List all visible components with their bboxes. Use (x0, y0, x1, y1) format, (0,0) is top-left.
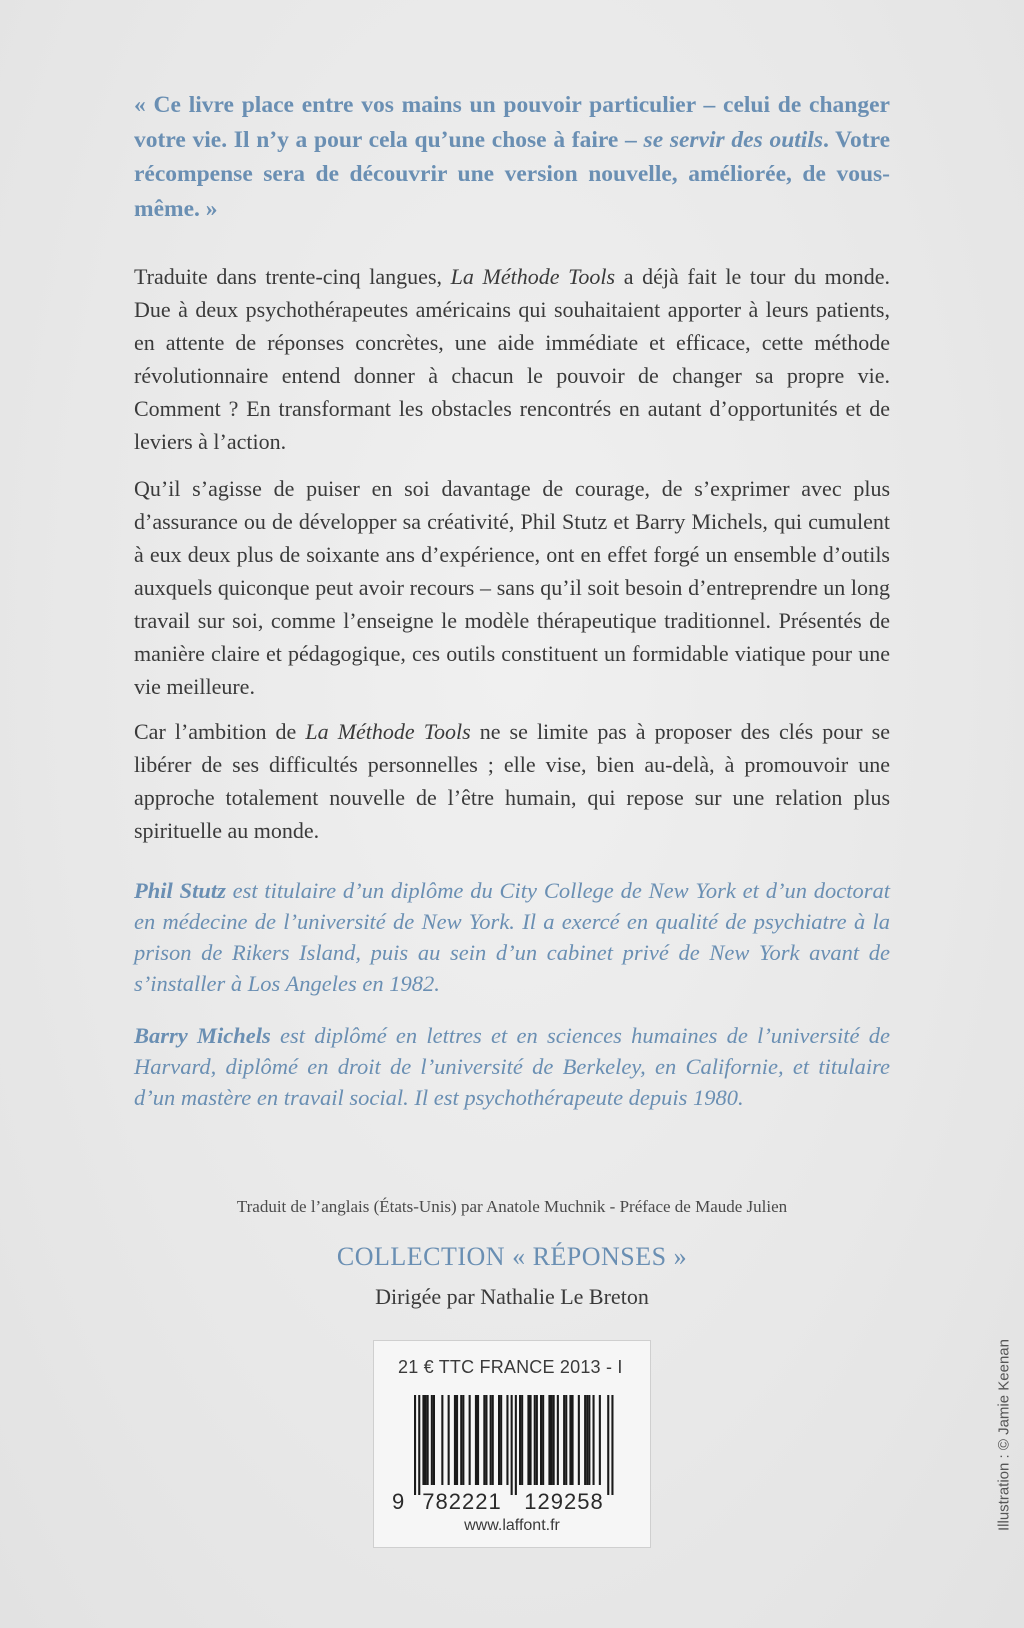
illustration-credit-text: Illustration : © Jamie Keenan (995, 1339, 1013, 1531)
barcode-bar (586, 1395, 588, 1485)
collection-name: COLLECTION « RÉPONSES » (336, 1242, 688, 1271)
barcode-bar (527, 1395, 529, 1485)
barcode-bar (418, 1395, 420, 1495)
barcode-bar (588, 1395, 590, 1485)
barcode-bar (548, 1395, 550, 1485)
barcode-bar (506, 1395, 508, 1485)
barcode-bar (511, 1395, 513, 1495)
barcode-bar (519, 1395, 521, 1485)
barcode-bar (483, 1395, 485, 1485)
barcode-bar (534, 1395, 536, 1485)
barcode-bar (578, 1395, 580, 1485)
isbn-barcode (374, 1393, 650, 1515)
barcode-bars (414, 1395, 614, 1495)
p1-text-start: Traduite dans trente-cinq langues, (134, 264, 451, 289)
barcode-bar (498, 1395, 500, 1485)
barcode-bar (521, 1395, 523, 1485)
barcode-bar (584, 1395, 586, 1485)
cover-quote (134, 88, 890, 226)
barcode-bar (611, 1395, 613, 1495)
barcode-bar (536, 1395, 538, 1485)
collection-director: Dirigée par Nathalie Le Breton (375, 1284, 649, 1309)
barcode-digits-right: 129258 (524, 1489, 604, 1514)
barcode-bar (540, 1395, 542, 1485)
quote-emphasis: se servir des outils (643, 126, 823, 153)
barcode-bar (475, 1395, 477, 1485)
publisher-website: www.laffont.fr (464, 1517, 560, 1534)
author-name: Phil Stutz (134, 878, 226, 903)
barcode-bar (477, 1395, 479, 1485)
barcode-bar (448, 1395, 450, 1485)
quote-text-end: . Votre récompense sera de découvrir une version nouvelle, améliorée, de vous-même. » (134, 126, 890, 222)
barcode-bar (569, 1395, 571, 1485)
barcode-bar (515, 1395, 517, 1495)
barcode-bar (500, 1395, 502, 1485)
author-bio-michels (134, 1020, 890, 1113)
book-title-italic: La Méthode Tools (450, 264, 616, 289)
barcode-bar (553, 1395, 555, 1485)
barcode-bar (557, 1395, 559, 1485)
barcode-bar (422, 1395, 424, 1485)
author-name: Barry Michels (134, 1023, 271, 1048)
author-bio-text: est titulaire d’un diplôme du City College de New York et d’un doctorat en médecine de l’université de New York. Il a exercé en qualité de psychiatre à la prison de Rikers Island, puis au sein d’un cabinet privé de New York avant de s’installer à Los Angeles en 1982. (134, 878, 890, 996)
barcode-bar (431, 1395, 433, 1485)
barcode-bar (427, 1395, 429, 1485)
barcode-bar (565, 1395, 567, 1485)
barcode-bar (530, 1395, 532, 1485)
barcode-bar (490, 1395, 492, 1485)
quote-text-start: « Ce livre place entre vos mains un pouvoir particulier – celui de changer votre vie. Il n’y a pour cela qu’une chose à faire – (134, 92, 890, 153)
translation-credits: Traduit de l’anglais (États-Unis) par Anatole Muchnik - Préface de Maude Julien (236, 1197, 788, 1216)
price-label: 21 € TTC FRANCE 2013 - I (398, 1357, 623, 1377)
barcode-bar (454, 1395, 456, 1485)
barcode-bar (572, 1395, 574, 1485)
book-title-italic: La Méthode Tools (305, 719, 471, 744)
barcode-box (373, 1340, 651, 1548)
barcode-bar (469, 1395, 471, 1485)
barcode-bar (563, 1395, 565, 1485)
method-paragraph: Qu’il s’agisse de puiser en soi davantage de courage, de s’exprimer avec plus d’assurance ou de développer sa créativité, Phil Stutz et Barry Michels, qui cumulent à eux deux plus de soixante ans d’expérience, ont en effet forgé un ensemble d’outils auxquels quiconque peut avoir recours – sans qu’il soit besoin d’entreprendre un long travail sur soi, comme l’enseigne le modèle thérapeutique traditionnel. Présentés de manière claire et pédagogique, ces outils constituent un formidable viatique pour une vie meilleure. (134, 476, 890, 699)
intro-paragraph (134, 260, 890, 458)
barcode-digit-first: 9 (392, 1489, 405, 1514)
p1-text-end: a déjà fait le tour du monde. Due à deux psychothérapeutes américains qui souhaitaient apporter à leurs patients, en attente de réponses concrètes, une aide immédiate et efficace, cette méthode révolutionnaire entend donner à chacun le pouvoir de changer sa propre vie. Comment ? En transformant les obstacles rencontrés en autant d’opportunités et de leviers à l’action. (134, 264, 890, 454)
ambition-paragraph (134, 715, 890, 847)
illustration-credit (990, 1320, 1018, 1550)
barcode-bar (441, 1395, 443, 1485)
barcode-bar (551, 1395, 553, 1485)
barcode-bar (492, 1395, 494, 1485)
p3-text-end: ne se limite pas à proposer des clés pour se libérer de ses difficultés personnelles ; elle vise, bien au-delà, à promouvoir une approche totalement nouvelle de l’être humain, qui repose sur une relation plus spirituelle au monde. (134, 719, 891, 843)
barcode-bar (433, 1395, 435, 1485)
barcode-bar (462, 1395, 464, 1485)
barcode-bar (456, 1395, 458, 1485)
barcode-bar (425, 1395, 427, 1485)
author-bio-text: est diplômé en lettres et en sciences humaines de l’université de Harvard, diplômé en droit de l’université de Berkeley, en Californie, et titulaire d’un mastère en travail social. Il est psychothérapeute depuis 1980. (134, 1023, 890, 1110)
barcode-bar (542, 1395, 544, 1485)
barcode-bar (607, 1395, 609, 1495)
barcode-bar (460, 1395, 462, 1485)
barcode-bar (414, 1395, 416, 1495)
author-bio-stutz (134, 875, 890, 999)
barcode-digits-left: 782221 (422, 1489, 502, 1514)
barcode-bar (599, 1395, 601, 1485)
barcode-bar (485, 1395, 487, 1485)
barcode-bar (593, 1395, 595, 1485)
p3-text-start: Car l’ambition de (134, 719, 306, 744)
